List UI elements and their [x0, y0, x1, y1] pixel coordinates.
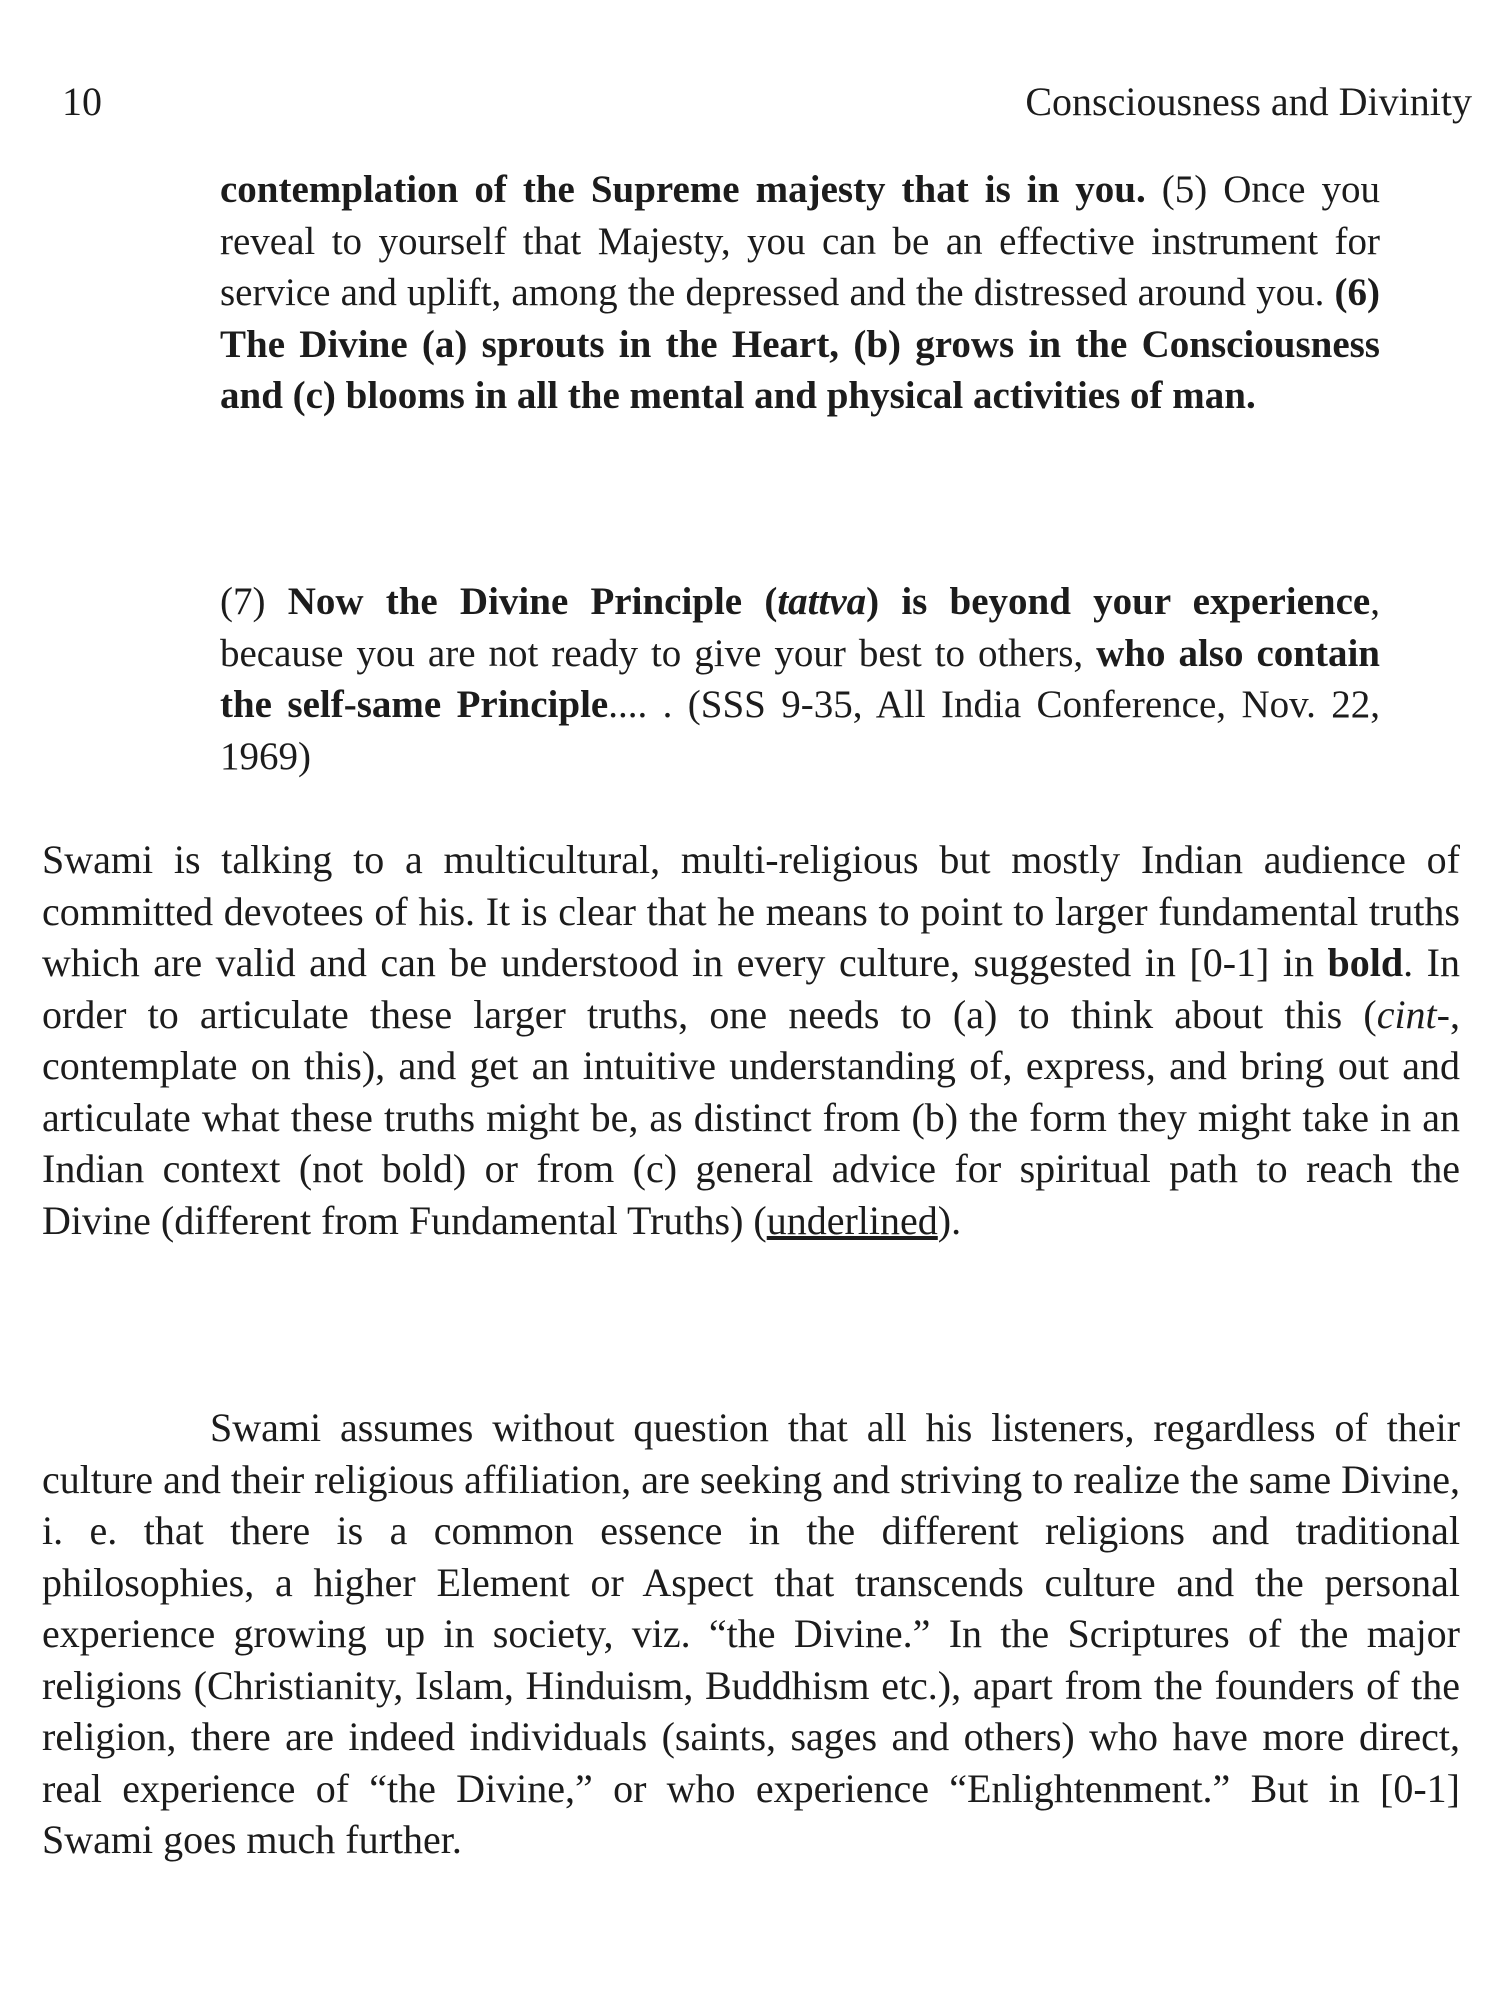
quote-text-1: (5) Once you reveal to yourself that Majesty, you can be an effective instrument for service and uplift, among the depressed and the distressed around you. [220, 168, 1380, 314]
body-text-4: ). [937, 1197, 962, 1243]
quote-block-2 [220, 576, 1380, 782]
body-text-1: Swami is talking to a multicultural, multi-religious but mostly Indian audience of committed devotees of his. It is clear that he means to point to larger fundamental truths which are valid and can be understood in every culture, suggested in [0-1] in [42, 837, 1460, 985]
quote-bold-1: contemplation of the Supreme majesty that is in you. [220, 168, 1146, 211]
page-header [0, 78, 1500, 128]
running-title: Consciousness and Divinity [1025, 79, 1472, 124]
body-text-3: , contemplate on this), and get an intuitive understanding of, express, and bring out and articulate what these truths might be, as distinct from (b) the form they might take in an Indian context (not bold) or from (c) general advice for spiritual path to reach the Divine (different from Fundamental Truths) ( [42, 991, 1460, 1243]
quote-citation: .... . (SSS 9-35, All India Conference, Nov. 22, 1969) [220, 683, 1380, 778]
body-italic-cint: cint- [1376, 991, 1450, 1037]
quote-bold-5: who also contain the self-same Principle [220, 631, 1380, 726]
body-text-2: . In order to articulate these larger truths, one needs to (a) to think about this ( [42, 940, 1460, 1037]
quote-italic-tattva: tattva [777, 580, 867, 623]
page-number: 10 [62, 79, 102, 124]
quote-number-7: (7) [220, 580, 288, 623]
body-bold-word: bold [1327, 940, 1404, 985]
quote-text-2: , because you are not ready to give your best to others, [220, 580, 1380, 675]
quote-bold-3: Now the Divine Principle ( [287, 580, 778, 623]
body-paragraph-2-text: Swami assumes without question that all his listeners, regardless of their culture and their religious affiliation, are seeking and striving to realize the same Divine, i. e. that there is a common essence in the different religions and traditional philosophies, a higher Element or Aspect that transcends culture and the personal experience growing up in society, viz. “the Divine.” In the Scriptures of the major religions (Christianity, Islam, Hinduism, Buddhism etc.), apart from the founders of the religion, there are indeed individuals (saints, sages and others) who have more direct, real experience of “the Divine,” or who experience “Enlightenment.” But in [0-1] Swami goes much further. [42, 1405, 1460, 1862]
body-paragraph-1 [42, 834, 1460, 1246]
quote-paragraph-1 [220, 164, 1380, 422]
body-underlined-word: underlined [766, 1197, 938, 1243]
quote-paragraph-2 [220, 576, 1380, 782]
quote-bold-4: ) is beyond your experience [866, 580, 1371, 623]
body-paragraph-2 [42, 1402, 1460, 1866]
quote-bold-2: (6) The Divine (a) sprouts in the Heart, (b) grows in the Consciousness and (c) blooms in all the mental and physical activities of man. [220, 271, 1380, 417]
quote-block-1 [220, 164, 1380, 422]
